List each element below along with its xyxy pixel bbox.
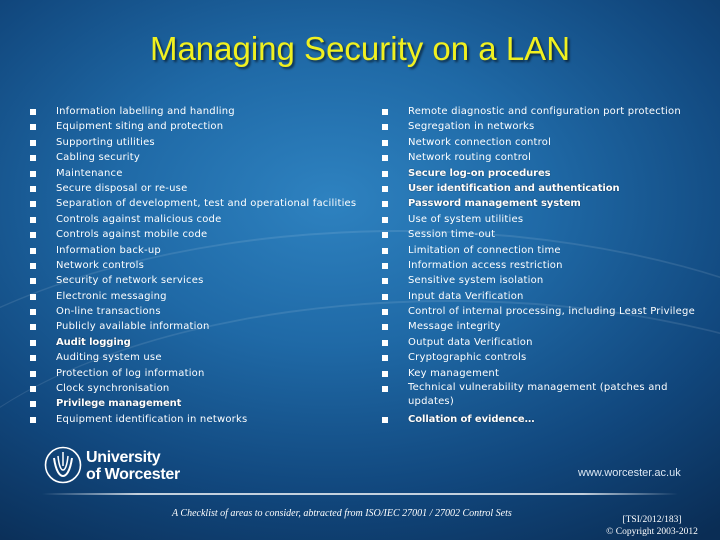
list-item (382, 119, 692, 134)
square-bullet-icon (30, 201, 36, 207)
list-item (382, 381, 692, 412)
list-item (382, 243, 692, 258)
logo-text-line1: University (86, 449, 161, 466)
list-item (30, 319, 360, 334)
list-item-text: Cabling security (56, 152, 141, 164)
list-item (30, 258, 360, 273)
list-item (382, 273, 692, 288)
square-bullet-icon (382, 109, 388, 115)
square-bullet-icon (30, 371, 36, 377)
list-item-text: Security of network services (56, 275, 204, 287)
list-item (382, 289, 692, 304)
list-item-text: Remote diagnostic and configuration port protection (408, 106, 681, 117)
square-bullet-icon (30, 401, 36, 407)
list-item-text: On-line transactions (56, 306, 161, 318)
list-item-text: Secure log-on procedures (408, 167, 551, 179)
list-item (382, 366, 692, 381)
list-item-text: Separation of development, test and operational facilities (56, 198, 357, 210)
list-item (382, 212, 692, 227)
list-item-text: Sensitive system isolation (408, 275, 544, 287)
list-item (30, 181, 360, 196)
list-item-text: Publicly available information (56, 321, 210, 333)
list-item (382, 104, 692, 119)
list-item-text: Clock synchronisation (56, 383, 170, 395)
square-bullet-icon (30, 309, 36, 315)
list-item (382, 181, 692, 196)
square-bullet-icon (382, 371, 388, 377)
square-bullet-icon (30, 324, 36, 330)
list-item (382, 258, 692, 273)
right-control-list (382, 104, 695, 427)
copyright-notice: © Copyright 2003-2012 (606, 527, 698, 537)
square-bullet-icon (382, 155, 388, 161)
list-item (382, 166, 692, 181)
list-item-text: Network controls (56, 259, 145, 271)
reference-id: [TSI/2012/183] (622, 515, 682, 525)
list-item-text: Message integrity (408, 321, 501, 333)
list-item-text: Information access restriction (408, 259, 563, 271)
list-item-text: Input data Verification (408, 290, 524, 302)
list-item-text: Equipment siting and protection (56, 121, 224, 133)
square-bullet-icon (382, 340, 388, 346)
university-logo (44, 446, 234, 488)
list-item-text: Auditing system use (56, 352, 162, 364)
square-bullet-icon (382, 186, 388, 192)
list-item-text: Collation of evidence… (408, 413, 535, 425)
list-item-text: Segregation in networks (408, 121, 535, 133)
square-bullet-icon (382, 386, 388, 392)
list-item-text: Use of system utilities (408, 213, 524, 225)
list-item (382, 196, 692, 211)
list-item-text: Privilege management (56, 398, 182, 410)
square-bullet-icon (382, 171, 388, 177)
square-bullet-icon (382, 309, 388, 315)
list-item-text: Equipment identification in networks (56, 413, 248, 425)
square-bullet-icon (30, 217, 36, 223)
list-item (30, 381, 360, 396)
square-bullet-icon (30, 294, 36, 300)
list-item-text: Session time-out (408, 229, 496, 241)
list-item-text: Information labelling and handling (56, 106, 235, 117)
website-url: www.worcester.ac.uk (578, 467, 681, 479)
square-bullet-icon (30, 386, 36, 392)
square-bullet-icon (30, 248, 36, 254)
list-item-text: Electronic messaging (56, 290, 167, 302)
list-item (382, 150, 692, 165)
list-item-text: Technical vulnerability management (patches and updates) (408, 382, 668, 408)
worcester-logo-mark-icon (44, 446, 82, 484)
list-item (30, 412, 360, 427)
list-item (30, 104, 360, 119)
list-item (30, 335, 360, 350)
list-item (30, 366, 360, 381)
square-bullet-icon (30, 155, 36, 161)
square-bullet-icon (30, 232, 36, 238)
list-item (382, 350, 692, 365)
list-item (30, 350, 360, 365)
square-bullet-icon (30, 186, 36, 192)
reference-block (596, 514, 708, 538)
list-item (30, 227, 360, 242)
square-bullet-icon (382, 217, 388, 223)
square-bullet-icon (382, 278, 388, 284)
list-item (382, 304, 695, 319)
list-item (30, 119, 360, 134)
square-bullet-icon (30, 417, 36, 423)
footer-caption: A Checklist of areas to consider, abtracted from ISO/IEC 27001 / 27002 Control Sets (172, 508, 512, 519)
list-item-text: Secure disposal or re-use (56, 182, 188, 194)
list-item-text: Controls against mobile code (56, 229, 208, 241)
list-item-text: Key management (408, 367, 500, 379)
square-bullet-icon (30, 263, 36, 269)
list-item-text: Network connection control (408, 136, 552, 148)
square-bullet-icon (382, 201, 388, 207)
list-item (30, 166, 360, 181)
square-bullet-icon (382, 355, 388, 361)
slide-title: Managing Security on a LAN (149, 30, 571, 67)
square-bullet-icon (382, 417, 388, 423)
list-item-text: Limitation of connection time (408, 244, 561, 256)
square-bullet-icon (382, 140, 388, 146)
logo-text-line2: of Worcester (86, 466, 180, 483)
list-item (382, 227, 692, 242)
list-item-text: Network routing control (408, 152, 532, 164)
list-item-text: Protection of log information (56, 367, 205, 379)
list-item (30, 135, 360, 150)
square-bullet-icon (382, 263, 388, 269)
square-bullet-icon (30, 140, 36, 146)
list-item (30, 396, 360, 411)
list-item-text: Control of internal processing, including Least Privilege (408, 306, 695, 318)
left-control-list (30, 104, 360, 427)
list-item (382, 335, 692, 350)
square-bullet-icon (30, 124, 36, 130)
list-item (382, 412, 692, 427)
square-bullet-icon (30, 340, 36, 346)
list-item-text: User identification and authentication (408, 182, 620, 194)
list-item (30, 196, 360, 211)
list-item (382, 319, 692, 334)
square-bullet-icon (382, 232, 388, 238)
list-item (30, 304, 360, 319)
square-bullet-icon (382, 248, 388, 254)
square-bullet-icon (382, 324, 388, 330)
square-bullet-icon (382, 294, 388, 300)
list-item (30, 273, 360, 288)
list-item-text: Cryptographic controls (408, 352, 527, 364)
list-item-text: Audit logging (56, 336, 131, 348)
list-item (30, 243, 360, 258)
footer-divider (42, 493, 678, 495)
list-item-text: Output data Verification (408, 336, 533, 348)
square-bullet-icon (30, 109, 36, 115)
list-item-text: Information back-up (56, 244, 161, 256)
list-item-text: Password management system (408, 198, 581, 210)
square-bullet-icon (30, 171, 36, 177)
square-bullet-icon (382, 124, 388, 130)
list-item (382, 135, 692, 150)
list-item-text: Controls against malicious code (56, 213, 222, 225)
square-bullet-icon (30, 278, 36, 284)
list-item (30, 289, 360, 304)
square-bullet-icon (30, 355, 36, 361)
list-item-text: Maintenance (56, 167, 123, 179)
list-item (30, 212, 360, 227)
list-item (30, 150, 360, 165)
list-item-text: Supporting utilities (56, 136, 155, 148)
